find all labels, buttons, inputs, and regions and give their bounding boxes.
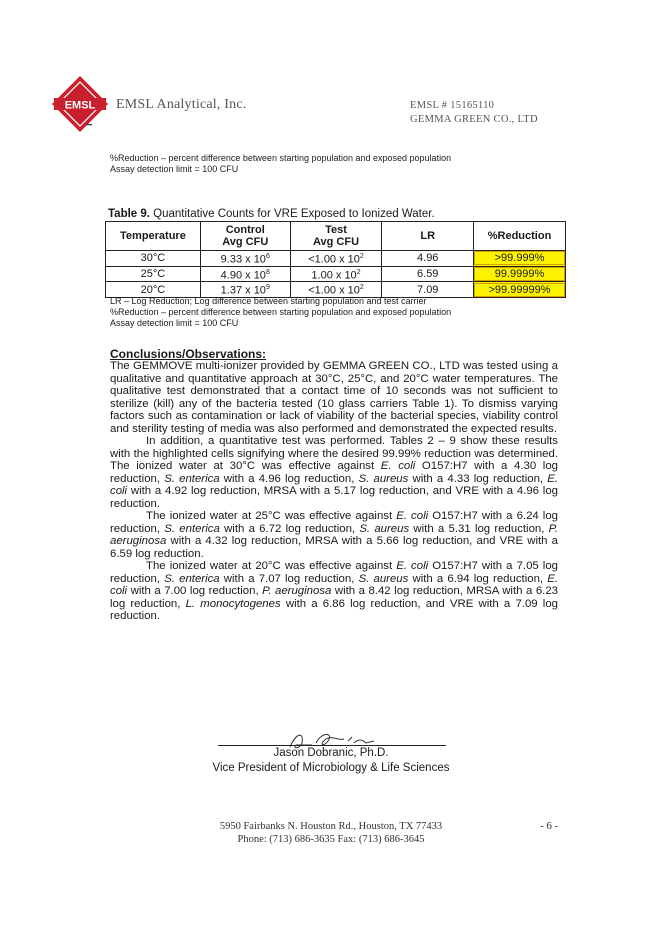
paragraph-3: The ionized water at 25°C was effective against E. coli O157:H7 with a 6.24 log reduction, S. enterica with a 6.72 log reduction, S. aureus with a 5.31 log reduction, P. aeruginosa with a 4.32 log reduction, MRSA with a 5.66 log reduction, and VRE with a 6.59 log reduction. <box>110 510 558 560</box>
species-name: S. aureus <box>359 522 410 535</box>
company-name: EMSL Analytical, Inc. <box>116 97 247 112</box>
footnote-detection: Assay detection limit = 100 CFU <box>110 318 239 328</box>
cell-lr: 7.09 <box>382 282 474 298</box>
cell-control: 9.33 x $10^6$ <box>200 251 290 267</box>
conclusions-body <box>110 360 558 623</box>
table-header-row <box>106 222 566 251</box>
emsl-logo <box>50 74 110 134</box>
footnote-reduction: %Reduction – percent difference between starting population and exposed population <box>110 307 452 317</box>
paragraph-1: The GEMMOVE multi-ionizer provided by GEMMA GREEN CO., LTD was tested using a qualitative and quantitative approach at 30°C, 25°C, and 20°C water temperatures. The qualitative test demonstrated that a contact time of 10 seconds was not sufficient to sterilize (kill) any of the bacteria tested (10 glass carriers Table 1). To dismiss varying factors such as contamination or lack of viability of the bacterial species, viability control and sterility testing of media was also performed and demonstrated the expected results. <box>110 360 558 435</box>
species-name: E. coli <box>396 560 429 572</box>
top-note-reduction: %Reduction – percent difference between starting population and exposed population <box>110 153 452 163</box>
cell-test: <1.00 x $10^2$ <box>290 282 382 298</box>
cell-reduction: >99.999% <box>474 251 566 267</box>
signatory-name: Jason Dobranic, Ph.D. <box>273 747 389 759</box>
footnote-lr: LR – Log Reduction; Log difference between starting population and test carrier <box>110 296 427 306</box>
table-footnotes <box>110 296 451 329</box>
cell-control: 1.37 x $10^9$ <box>200 282 290 298</box>
species-name: S. enterica <box>164 572 220 585</box>
cell-reduction: 99.9999% <box>474 266 566 282</box>
conclusions-heading: Conclusions/Observations: <box>110 347 267 361</box>
footer-phone: Phone: (713) 686-3635 Fax: (713) 686-3645 <box>237 834 425 845</box>
vre-table <box>105 221 566 298</box>
species-name: S. aureus <box>358 472 409 485</box>
header-lr: LR <box>382 222 474 251</box>
logo-text: EMSL <box>64 99 96 112</box>
cell-lr: 4.96 <box>382 251 474 267</box>
signatory-title: Vice President of Microbiology & Life Sciences <box>212 762 450 774</box>
species-name: S. enterica <box>164 522 220 535</box>
footer-street: 5950 Fairbanks N. Houston Rd., Houston, TX 77433 <box>219 821 443 832</box>
table-title: Table 9. Quantitative Counts for VRE Exposed to Ionized Water. <box>108 208 435 220</box>
header-reduction: %Reduction <box>474 222 566 251</box>
top-note-detection: Assay detection limit = 100 CFU <box>110 164 239 174</box>
page-number: - 6 - <box>540 820 559 832</box>
species-name: E. coli <box>110 572 558 597</box>
client-name: GEMMA GREEN CO., LTD <box>410 114 538 125</box>
header-temperature: Temperature <box>106 222 201 251</box>
footer-address <box>0 820 662 846</box>
cell-test: <1.00 x $10^2$ <box>290 251 382 267</box>
cell-temp: 30°C <box>106 251 201 267</box>
species-name: S. enterica <box>164 472 220 485</box>
species-name: S. aureus <box>358 572 409 585</box>
species-name: P. aeruginosa <box>262 585 332 597</box>
table-row <box>106 266 566 282</box>
paragraph-2: In addition, a quantitative test was performed. Tables 2 – 9 show these results with the highlighted cells signifying where the desired 99.99% reduction was determined. The ionized water at 30°C was effective against E. coli O157:H7 with a 4.30 log reduction, S. enterica with a 4.96 log reduction, S. aureus with a 4.33 log reduction, E. coli with a 4.92 log reduction, MRSA with a 5.17 log reduction, and VRE with a 4.96 log reduction. <box>110 435 559 510</box>
species-name: E. coli <box>380 460 416 472</box>
species-name: L. monocytogenes <box>185 597 281 610</box>
cell-control: 4.90 x $10^8$ <box>200 266 290 282</box>
cell-temp: 25°C <box>106 266 201 282</box>
header-test: Test Avg CFU <box>290 222 382 251</box>
table-row <box>106 251 566 267</box>
cell-test: 1.00 x $10^2$ <box>290 266 382 282</box>
cell-temp: 20°C <box>106 282 201 298</box>
species-name: P. aeruginosa <box>110 522 558 547</box>
emsl-number: EMSL # 15165110 <box>410 100 495 111</box>
paragraph-4: The ionized water at 20°C was effective against E. coli O157:H7 with a 7.05 log reduction, S. enterica with a 7.07 log reduction, S. aureus with a 6.94 log reduction, E. coli with a 7.00 log reduction, P. aeruginosa with a 8.42 log reduction, MRSA with a 6.23 log reduction, L. monocytogenes with a 6.86 log reduction, and VRE with a 7.09 log reduction. <box>110 560 558 622</box>
species-name: E. coli <box>110 472 558 497</box>
signature-line <box>218 745 446 746</box>
cell-lr: 6.59 <box>382 266 474 282</box>
header-right <box>410 99 538 127</box>
species-name: E. coli <box>396 510 429 522</box>
header-control: Control Avg CFU <box>200 222 290 251</box>
cell-reduction: >99.99999% <box>474 282 566 298</box>
